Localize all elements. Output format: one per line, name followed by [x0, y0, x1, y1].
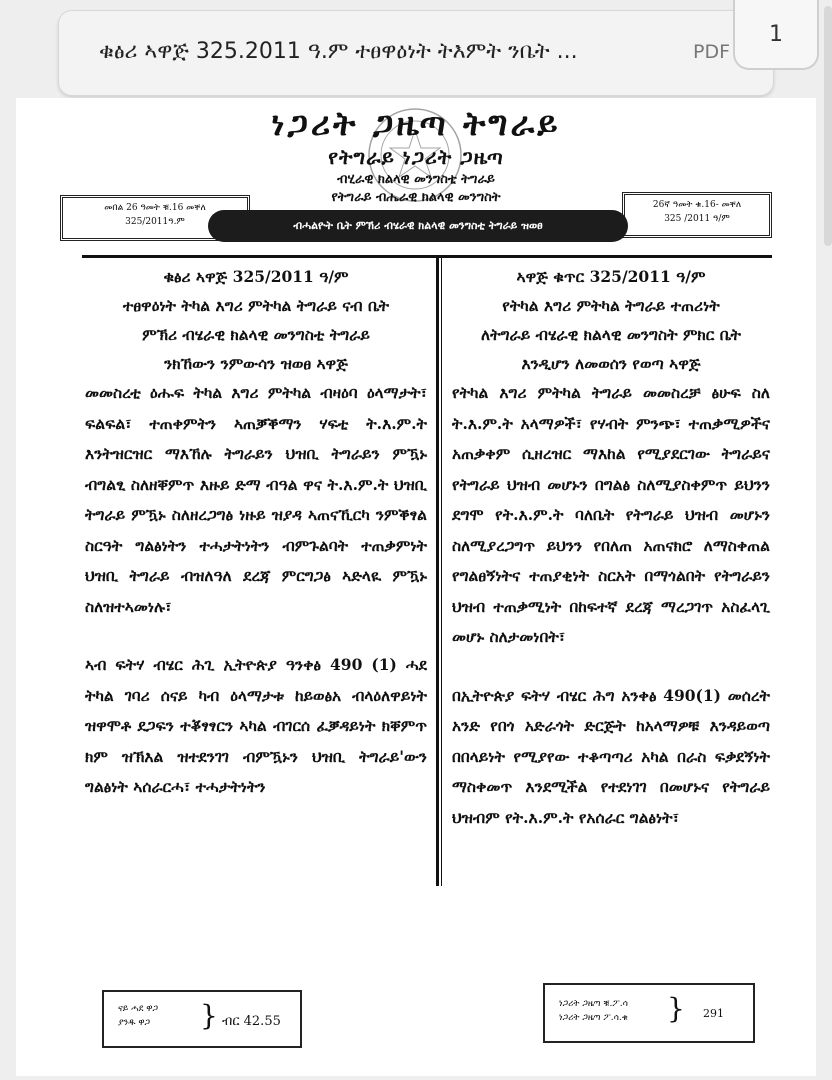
- postal-number: 291: [703, 1007, 724, 1020]
- left-heading-line: ንክኸውን ንምውሳን ዝወፀ ኣዋጅ: [164, 354, 348, 373]
- brace-icon: }: [667, 992, 685, 1025]
- left-paragraph: መመስረቲ ዕሑፍ ትካል እግሪ ምትካል ብዛዕባ ዕላማታት፣ ፍልፍል፣ ተጠቀምትን ኣጠቓቕማን ሃፍቲ ት.እ.ም.ት እንትዝርዝር ማእኸሉ ትግራይን ህዝቢ ትግራይን ምዃኑ ብግልፂ ስለዘቐምጥ እዙይ ድማ ብዓል ዋና ት.እ.ም.ት ህዝቢ ትግራይ ምዃኑ ስለዘረጋግፅ ነዙይ ዝያዳ ኣጠናኺርካ ንምቕፃል ስርዓት ግልፅነትን ተሓታትነትን ብምጉልባት ተጠቃምነት ህዝቢ ትግራይ ብዝለዓለ ደረጃ ምርግጋፅ ኣድላዪ ምዃኑ ስለዝተኣመነሉ፣: [85, 383, 427, 616]
- document-title: ቁፅሪ ኣዋጅ 325.2011 ዓ.ም ተፀዋዕነት ትእምት ንቤት ...: [99, 39, 578, 64]
- brace-icon: }: [200, 999, 218, 1032]
- header-rule: [82, 255, 772, 258]
- price-label: ያንዱ ዋጋ: [118, 1018, 151, 1028]
- issue-box-left-line: መበል 26 ዓመት ቑ.16 መቐለ: [104, 203, 206, 213]
- document-title-bar[interactable]: [58, 10, 774, 96]
- postal-box: [543, 983, 755, 1043]
- region-line-1: ብሂራዊ ክልላዊ መንግስቲ ትግራይ: [337, 172, 495, 187]
- right-heading-line: ኣዋጅ ቁጥር 325/2011 ዓ/ም: [516, 267, 706, 286]
- price-box: [102, 990, 302, 1048]
- price-value: ብር 42.55: [222, 1014, 281, 1029]
- postal-label: ነጋሪት ጋዜጣ ፖ.ሳ.ቁ: [559, 1013, 628, 1023]
- left-heading-line: ቁፅሪ ኣዋጅ 325/2011 ዓ/ም: [163, 267, 349, 286]
- file-type-label: PDF: [693, 41, 731, 63]
- issue-box-left-line: 325/2011ዓ.ም: [125, 217, 185, 227]
- right-heading-line: ለትግራይ ብሄራዊ ክልላዊ መንግስት ምክር ቤት: [481, 325, 741, 344]
- column-divider: [436, 258, 439, 886]
- right-heading-line: የትካል እግሪ ምትካል ትግራይ ተጠሪነት: [502, 296, 720, 315]
- left-paragraph: ኣብ ፍትሃ ብሄር ሕጊ ኢትዮጵያ ዓንቀፅ 490 (1) ሓደ ትካል ገባሪ ሰናይ ካብ ዕላማታቱ ከይወፅአ ብላዕለዋይነት ዝዋሞቶ ደጋፍን ተቖፃፃርን ኣካል ብገርሰ ፈቓዳይነት ክቐምጥ ክም ዝኽእል ዝተደንገገ ብምዃኑን ህዝቢ ትግራይ'ውን ግልፅነት ኣሰራርሓ፣ ተሓታትነትን: [85, 655, 427, 796]
- publisher-banner: ብሓልዮት ቤት ምኽሪ ብሄራዊ ክልላዊ መንግስቲ ትግራይ ዝወፀ: [208, 210, 628, 242]
- right-heading-line: እንዲሆን ለመወሰን የወጣ ኣዋጅ: [521, 354, 701, 373]
- issue-box-right-line: 325 /2011 ዓ/ም: [664, 214, 730, 224]
- left-heading-line: ተፀዋዕነት ትካል እግሪ ምትካል ትግራይ ናብ ቤት: [122, 296, 390, 315]
- right-paragraph: በኢትዮጵያ ፍትሃ ብሄር ሕግ አንቀፅ 490(1) መሰረት አንድ የበጎ አድራጎት ድርጅት ከአላማዎቹ እንዳይወጣ በበላይነት የሚያየው ተቆጣጣሪ አካል በራስ ፍቃደኝነት ማስቀመጥ እንደሚችል የተደነገገ በመሆኑና የትግራይ ህዝብም የት.እ.ም.ት የአሰራር ግልፅነት፣: [452, 685, 770, 827]
- left-column: [85, 262, 427, 803]
- column-divider: [441, 258, 442, 886]
- issue-box-right: [622, 192, 772, 238]
- right-column: [452, 262, 770, 833]
- gazette-title: ነጋሪት ጋዜጣ ትግራይ: [271, 104, 561, 143]
- price-label: ናይ ሓደ ዋጋ: [118, 1004, 159, 1014]
- gazette-subtitle: የትግራይ ነጋሪት ጋዜጣ: [328, 145, 504, 169]
- postal-label: ነጋሪት ጋዜጣ ቑ.ፖ.ሳ: [559, 999, 628, 1009]
- region-line-2: የትግራይ ብሔራዊ ክልላዊ መንግስት: [331, 190, 501, 205]
- page-number-indicator[interactable]: 1: [733, 0, 819, 70]
- right-paragraph: የትካል እግሪ ምትካል ትግራይ መመስረቻ ፅሁፍ ስለ ት.እ.ም.ት አላማዎች፣ የሃብት ምንጭ፣ ተጠቃሚዎችና አጠቃቀም ሲዘረዝር ማእከል የሚያደርገው ትግራይና የትግራይ ህዝብ መሆኑን በግልፅ ስለሚያስቀምጥ ይህንን ደግሞ የት.እ.ም.ት ባለቤት የትግራይ ህዝብ መሆኑን ስለሚያረጋግጥ ይህንን የበለጠ አጠናክሮ ለማስቀጠል የግልፀኝነትና ተጠያቂነት ስርአት በማጎልበት የትግራይን ህዝብ ተጠቃሚነት በከፍተኛ ደረጃ ማረጋገጥ አስፈላጊ መሆኑ ስለታመነበት፣: [452, 383, 770, 646]
- issue-box-right-line: 26ኛ ዓመት ቁ.16- መቐለ: [652, 200, 742, 210]
- left-heading-line: ምኽሪ ብሄራዊ ክልላዊ መንግስቲ ትግራይ: [142, 325, 370, 344]
